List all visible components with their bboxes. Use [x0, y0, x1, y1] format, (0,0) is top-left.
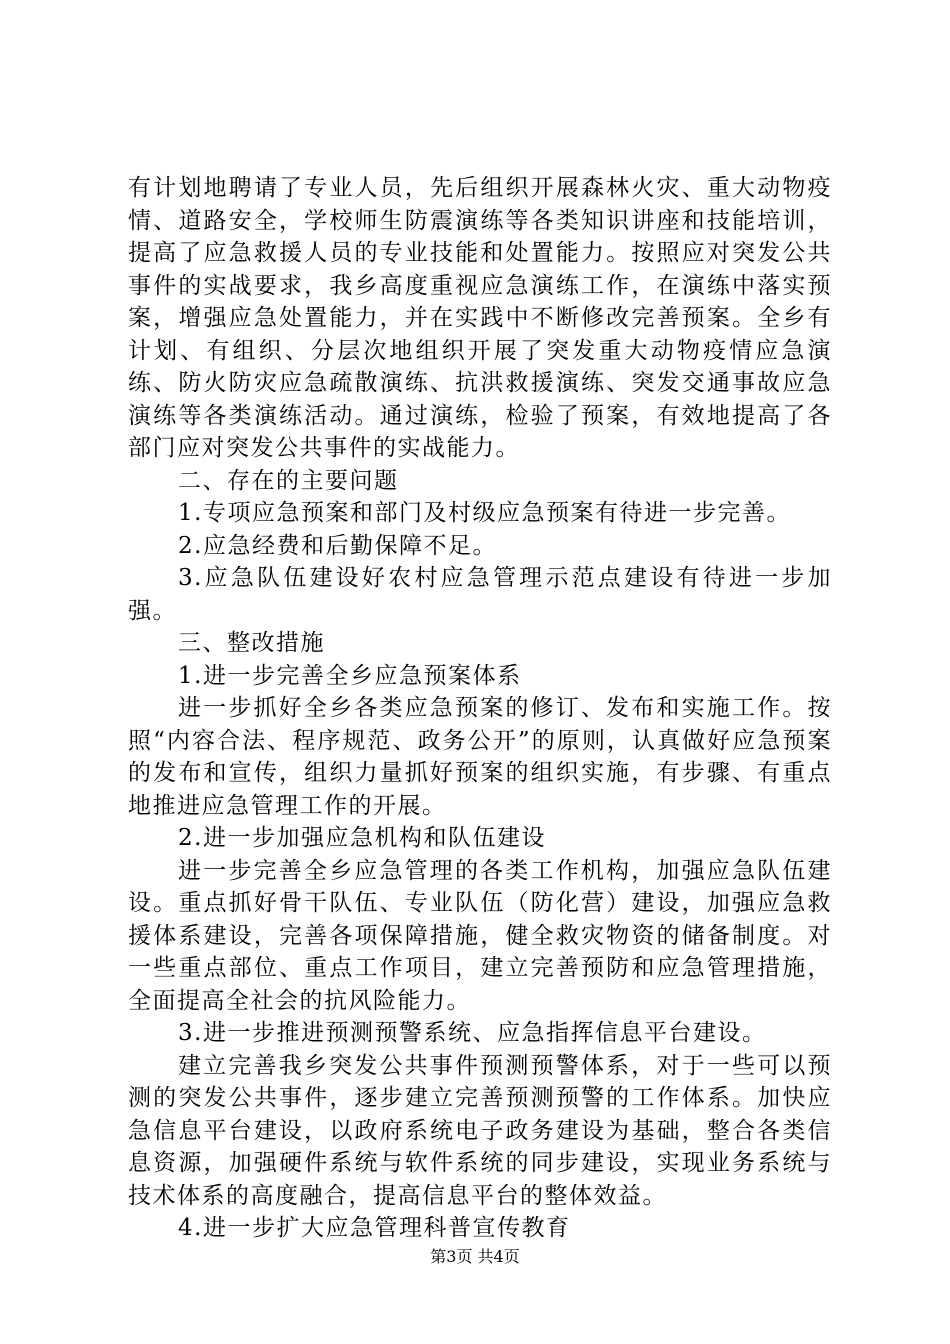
measure-body-3: 建立完善我乡突发公共事件预测预警体系，对于一些可以预测的突发公共事件，逐步建立完善预测预警的工作体系。加快应急信息平台建设，以政府系统电子政务建设为基础，整合各类信息资源，加强硬件系统与软件系统的同步建设，实现业务系统与技术体系的高度融合，提高信息平台的整体效益。 — [128, 1052, 832, 1209]
measure-heading-1: 1.进一步完善全乡应急预案体系 — [178, 662, 522, 689]
paragraph-training: 有计划地聘请了专业人员，先后组织开展森林火灾、重大动物疫情、道路安全，学校师生防震演练等各类知识讲座和技能培训，提高了应急救援人员的专业技能和处置能力。按照应对突发公共事件的实战要求，我乡高度重视应急演练工作，在演练中落实预案，增强应急处置能力，并在实践中不断修改完善预案。全乡有计划、有组织、分层次地组织开展了突发重大动物疫情应急演练、防火防灾应急疏散演练、抗洪救援演练、突发交通事故应急演练等各类演练活动。通过演练，检验了预案，有效地提高了各部门应对突发公共事件的实战能力。 — [128, 175, 832, 461]
problem-item-3: 3.应急队伍建设好农村应急管理示范点建设有待进一步加强。 — [128, 565, 832, 624]
page-footer: 第3页 共4页 — [430, 1247, 520, 1266]
document-body — [128, 172, 832, 1245]
measure-heading-2: 2.进一步加强应急机构和队伍建设 — [178, 825, 546, 851]
heading-main-problems: 二、存在的主要问题 — [178, 467, 399, 494]
problem-item-1: 1.专项应急预案和部门及村级应急预案有待进一步完善。 — [178, 500, 791, 526]
measure-body-2: 进一步完善全乡应急管理的各类工作机构，加强应急队伍建设。重点抓好骨干队伍、专业队伍（防化营）建设，加强应急救援体系建设，完善各项保障措施，健全救灾物资的储备制度。对一些重点部位、重点工作项目，建立完善预防和应急管理措施，全面提高全社会的抗风险能力。 — [128, 857, 832, 1014]
heading-rectification: 三、整改措施 — [178, 630, 325, 656]
measure-heading-4: 4.进一步扩大应急管理科普宣传教育 — [178, 1215, 571, 1241]
measure-body-1: 进一步抓好全乡各类应急预案的修订、发布和实施工作。按照“内容合法、程序规范、政务公开”的原则，认真做好应急预案的发布和宣传，组织力量抓好预案的组织实施，有步骤、有重点地推进应急管理工作的开展。 — [128, 695, 832, 819]
problem-item-2: 2.应急经费和后勤保障不足。 — [178, 532, 497, 559]
measure-heading-3: 3.进一步推进预测预警系统、应急指挥信息平台建设。 — [178, 1020, 767, 1046]
